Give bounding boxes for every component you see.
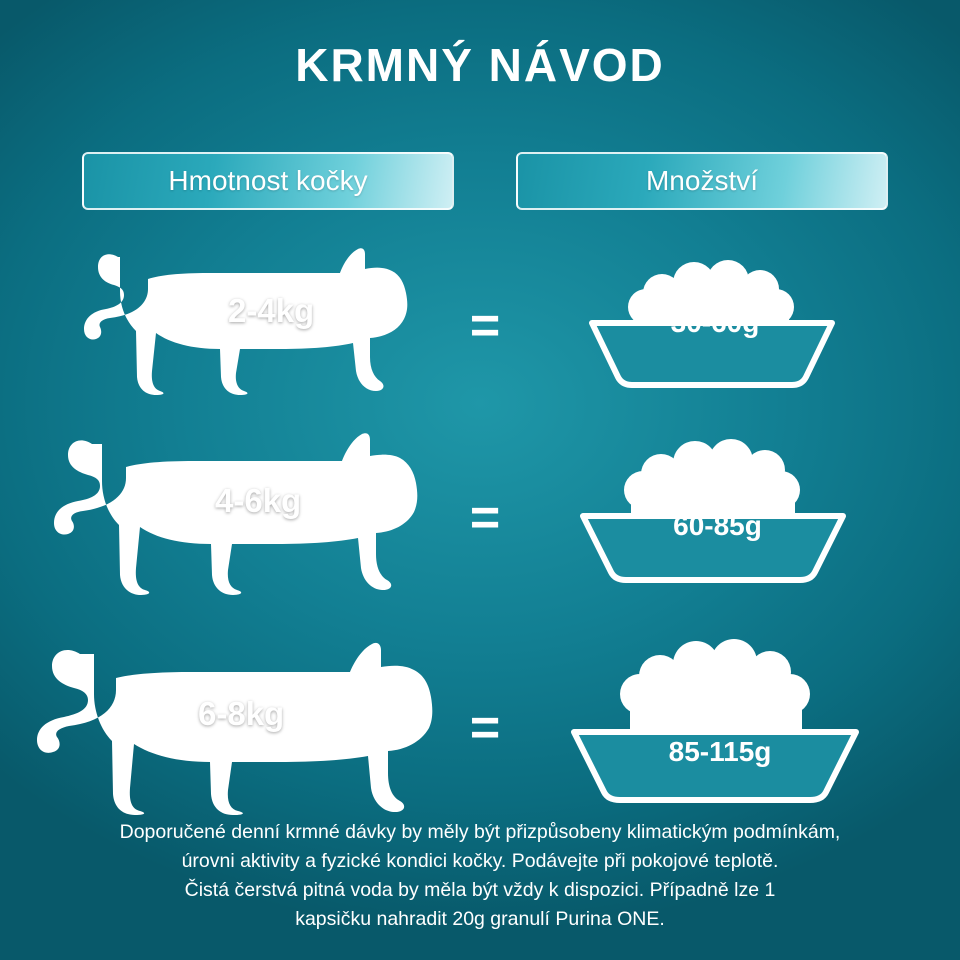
feeding-row bbox=[0, 430, 960, 620]
weight-value: 2-4kg bbox=[228, 292, 315, 329]
page-title: KRMNÝ NÁVOD bbox=[295, 39, 665, 91]
feeding-row bbox=[0, 640, 960, 830]
amount-value: 85-115g bbox=[668, 736, 772, 767]
weight-value: 6-8kg bbox=[198, 695, 285, 732]
footer-line-4: kapsičku nahradit 20g granulí Purina ONE. bbox=[295, 908, 665, 930]
equals-sign: = bbox=[469, 489, 501, 547]
equals-sign: = bbox=[469, 699, 501, 757]
equals-sign: = bbox=[469, 297, 501, 355]
food-bowl-icon bbox=[560, 630, 880, 800]
header-pill-amount bbox=[516, 152, 888, 210]
amount-value: 30-60g bbox=[670, 307, 760, 338]
header-pill-weight bbox=[82, 152, 454, 210]
feeding-row bbox=[0, 245, 960, 435]
header-pill-weight-label: Hmotnost kočky bbox=[168, 165, 368, 196]
footer-line-3: Čistá čerstvá pitná voda by měla být vždy k dispozici. Případně lze 1 bbox=[184, 879, 776, 901]
weight-value: 4-6kg bbox=[215, 482, 302, 519]
header-pill-amount-label: Množství bbox=[645, 165, 759, 196]
footer-line-1: Doporučené denní krmné dávky by měly být přizpůsobeny klimatickým podmínkám, bbox=[119, 821, 841, 843]
footer-line-2: úrovni aktivity a fyzické kondici kočky. Podávejte při pokojové teplotě. bbox=[181, 850, 779, 872]
footer-note bbox=[0, 818, 960, 934]
amount-value: 60-85g bbox=[673, 510, 762, 541]
